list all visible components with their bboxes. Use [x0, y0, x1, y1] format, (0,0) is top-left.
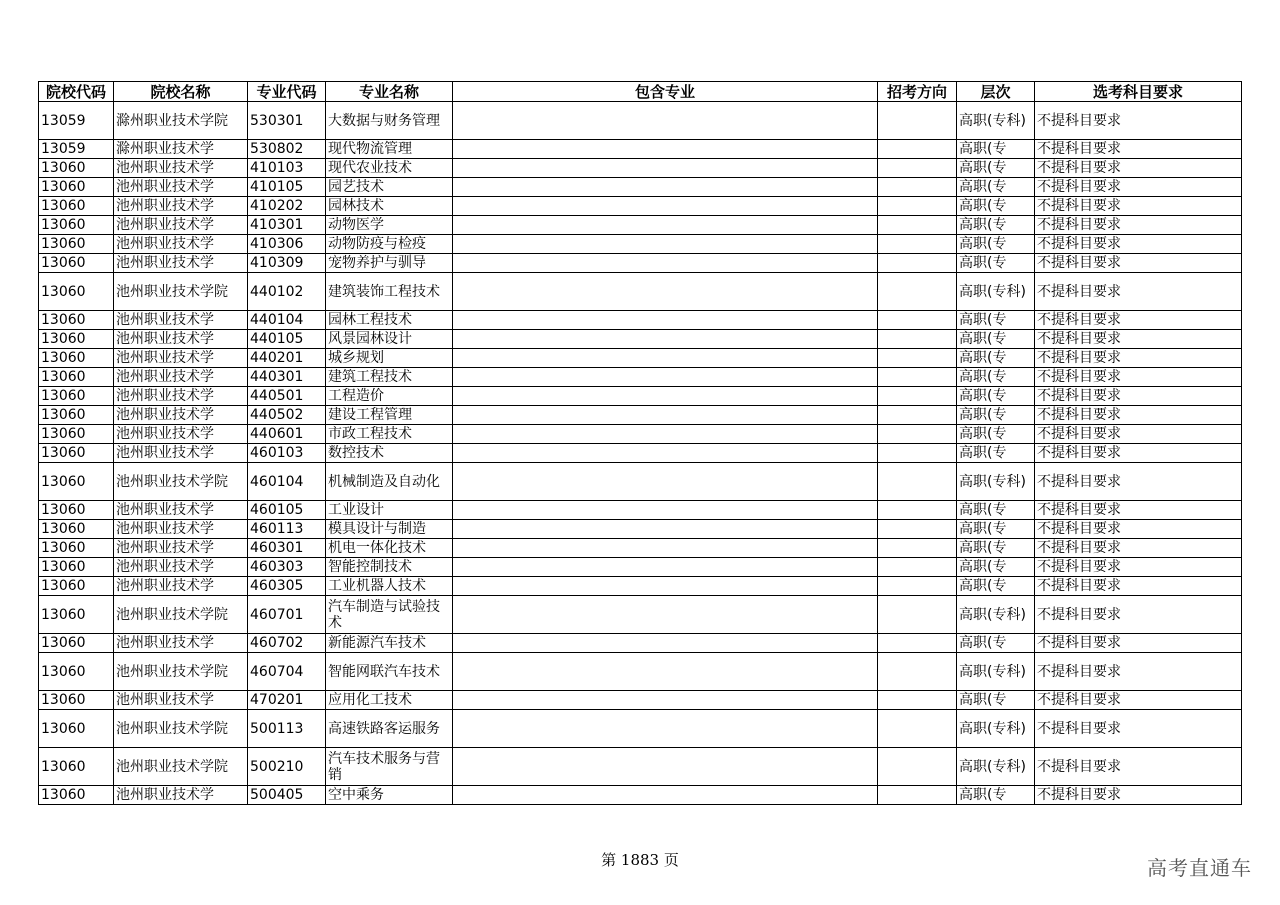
cell-major-name: 智能网联汽车技术 [326, 653, 453, 691]
cell-school-name: 池州职业技术学 [114, 197, 248, 216]
table-row [39, 311, 1242, 330]
cell-included-majors [453, 539, 878, 558]
cell-major-code: 530301 [248, 102, 326, 140]
table-row [39, 558, 1242, 577]
cell-school-name: 池州职业技术学 [114, 368, 248, 387]
cell-included-majors [453, 368, 878, 387]
cell-subject-req: 不提科目要求 [1035, 311, 1242, 330]
cell-level: 高职(专 [957, 349, 1035, 368]
cell-major-name: 汽车制造与试验技术 [326, 596, 453, 634]
cell-school-name: 池州职业技术学 [114, 178, 248, 197]
cell-level: 高职(专 [957, 786, 1035, 805]
cell-direction [878, 254, 957, 273]
cell-included-majors [453, 273, 878, 311]
cell-subject-req: 不提科目要求 [1035, 387, 1242, 406]
table-row [39, 653, 1242, 691]
cell-school-name: 池州职业技术学 [114, 406, 248, 425]
cell-direction [878, 387, 957, 406]
cell-school-code: 13060 [39, 159, 114, 178]
cell-major-code: 410105 [248, 178, 326, 197]
cell-subject-req: 不提科目要求 [1035, 463, 1242, 501]
cell-school-name: 池州职业技术学院 [114, 748, 248, 786]
cell-major-name: 现代农业技术 [326, 159, 453, 178]
table-row [39, 520, 1242, 539]
cell-subject-req: 不提科目要求 [1035, 235, 1242, 254]
cell-subject-req: 不提科目要求 [1035, 330, 1242, 349]
cell-included-majors [453, 330, 878, 349]
cell-subject-req: 不提科目要求 [1035, 273, 1242, 311]
cell-school-name: 池州职业技术学 [114, 425, 248, 444]
cell-major-code: 460704 [248, 653, 326, 691]
cell-school-name: 池州职业技术学 [114, 501, 248, 520]
cell-included-majors [453, 387, 878, 406]
cell-school-code: 13060 [39, 425, 114, 444]
table-row [39, 406, 1242, 425]
col-header-direction: 招考方向 [878, 82, 957, 102]
cell-level: 高职(专科) [957, 596, 1035, 634]
cell-subject-req: 不提科目要求 [1035, 558, 1242, 577]
cell-level: 高职(专科) [957, 102, 1035, 140]
cell-school-code: 13060 [39, 273, 114, 311]
cell-school-name: 池州职业技术学院 [114, 710, 248, 748]
cell-direction [878, 311, 957, 330]
cell-included-majors [453, 311, 878, 330]
cell-school-code: 13060 [39, 539, 114, 558]
cell-direction [878, 444, 957, 463]
cell-school-name: 池州职业技术学 [114, 577, 248, 596]
table-row [39, 368, 1242, 387]
col-header-level: 层次 [957, 82, 1035, 102]
cell-major-code: 500405 [248, 786, 326, 805]
table-row [39, 463, 1242, 501]
table-row [39, 596, 1242, 634]
cell-included-majors [453, 349, 878, 368]
cell-included-majors [453, 691, 878, 710]
cell-school-name: 池州职业技术学 [114, 539, 248, 558]
cell-school-code: 13060 [39, 520, 114, 539]
cell-level: 高职(专 [957, 159, 1035, 178]
cell-subject-req: 不提科目要求 [1035, 596, 1242, 634]
cell-major-code: 440104 [248, 311, 326, 330]
cell-included-majors [453, 254, 878, 273]
cell-major-code: 440102 [248, 273, 326, 311]
table-row [39, 159, 1242, 178]
cell-school-name: 池州职业技术学院 [114, 273, 248, 311]
cell-major-code: 440502 [248, 406, 326, 425]
cell-school-code: 13060 [39, 254, 114, 273]
col-header-school-code: 院校代码 [39, 82, 114, 102]
cell-subject-req: 不提科目要求 [1035, 406, 1242, 425]
cell-major-code: 460305 [248, 577, 326, 596]
cell-school-name: 池州职业技术学院 [114, 596, 248, 634]
cell-direction [878, 691, 957, 710]
cell-included-majors [453, 216, 878, 235]
table-row [39, 444, 1242, 463]
table-row [39, 197, 1242, 216]
cell-major-name: 建筑工程技术 [326, 368, 453, 387]
cell-included-majors [453, 140, 878, 159]
cell-school-name: 池州职业技术学 [114, 444, 248, 463]
cell-major-name: 建设工程管理 [326, 406, 453, 425]
cell-school-name: 池州职业技术学 [114, 311, 248, 330]
cell-school-code: 13060 [39, 387, 114, 406]
cell-school-name: 池州职业技术学 [114, 159, 248, 178]
table-row [39, 235, 1242, 254]
cell-level: 高职(专 [957, 197, 1035, 216]
cell-level: 高职(专 [957, 501, 1035, 520]
cell-direction [878, 634, 957, 653]
cell-school-code: 13060 [39, 501, 114, 520]
cell-major-name: 新能源汽车技术 [326, 634, 453, 653]
cell-level: 高职(专 [957, 216, 1035, 235]
cell-major-name: 园林工程技术 [326, 311, 453, 330]
cell-direction [878, 520, 957, 539]
cell-major-name: 应用化工技术 [326, 691, 453, 710]
cell-direction [878, 539, 957, 558]
cell-school-code: 13060 [39, 368, 114, 387]
cell-major-code: 410309 [248, 254, 326, 273]
cell-major-code: 410103 [248, 159, 326, 178]
cell-major-code: 500113 [248, 710, 326, 748]
cell-major-code: 460701 [248, 596, 326, 634]
cell-school-name: 池州职业技术学 [114, 520, 248, 539]
cell-subject-req: 不提科目要求 [1035, 786, 1242, 805]
col-header-major-name: 专业名称 [326, 82, 453, 102]
cell-school-code: 13060 [39, 653, 114, 691]
cell-school-code: 13059 [39, 140, 114, 159]
cell-direction [878, 653, 957, 691]
table-row [39, 273, 1242, 311]
cell-major-name: 园林技术 [326, 197, 453, 216]
cell-direction [878, 406, 957, 425]
cell-level: 高职(专 [957, 691, 1035, 710]
cell-included-majors [453, 463, 878, 501]
cell-major-code: 460301 [248, 539, 326, 558]
cell-subject-req: 不提科目要求 [1035, 254, 1242, 273]
cell-school-code: 13060 [39, 786, 114, 805]
cell-school-name: 池州职业技术学 [114, 387, 248, 406]
cell-school-code: 13060 [39, 349, 114, 368]
col-header-subject-req: 选考科目要求 [1035, 82, 1242, 102]
cell-level: 高职(专科) [957, 710, 1035, 748]
cell-school-name: 池州职业技术学 [114, 254, 248, 273]
cell-major-code: 470201 [248, 691, 326, 710]
cell-level: 高职(专 [957, 577, 1035, 596]
cell-major-code: 460113 [248, 520, 326, 539]
cell-major-code: 460103 [248, 444, 326, 463]
cell-level: 高职(专 [957, 558, 1035, 577]
cell-school-code: 13060 [39, 216, 114, 235]
cell-direction [878, 197, 957, 216]
cell-school-name: 池州职业技术学 [114, 634, 248, 653]
table-row [39, 216, 1242, 235]
cell-subject-req: 不提科目要求 [1035, 425, 1242, 444]
cell-direction [878, 178, 957, 197]
table-row [39, 349, 1242, 368]
cell-major-name: 工业设计 [326, 501, 453, 520]
cell-school-name: 池州职业技术学 [114, 558, 248, 577]
cell-direction [878, 558, 957, 577]
cell-level: 高职(专 [957, 634, 1035, 653]
cell-major-name: 动物医学 [326, 216, 453, 235]
cell-direction [878, 710, 957, 748]
cell-school-name: 池州职业技术学 [114, 349, 248, 368]
table-row [39, 387, 1242, 406]
cell-major-name: 风景园林设计 [326, 330, 453, 349]
table-row [39, 786, 1242, 805]
cell-level: 高职(专 [957, 539, 1035, 558]
cell-subject-req: 不提科目要求 [1035, 653, 1242, 691]
cell-included-majors [453, 197, 878, 216]
cell-major-code: 440301 [248, 368, 326, 387]
cell-subject-req: 不提科目要求 [1035, 691, 1242, 710]
cell-school-code: 13060 [39, 197, 114, 216]
cell-major-name: 汽车技术服务与营销 [326, 748, 453, 786]
cell-school-code: 13060 [39, 330, 114, 349]
col-header-included-majors: 包含专业 [453, 82, 878, 102]
col-header-school-name: 院校名称 [114, 82, 248, 102]
cell-direction [878, 159, 957, 178]
cell-direction [878, 273, 957, 311]
table-row [39, 634, 1242, 653]
cell-school-code: 13060 [39, 634, 114, 653]
table-row [39, 425, 1242, 444]
cell-direction [878, 463, 957, 501]
cell-subject-req: 不提科目要求 [1035, 197, 1242, 216]
cell-major-code: 440601 [248, 425, 326, 444]
cell-included-majors [453, 634, 878, 653]
cell-level: 高职(专 [957, 330, 1035, 349]
cell-direction [878, 748, 957, 786]
cell-subject-req: 不提科目要求 [1035, 501, 1242, 520]
cell-school-code: 13060 [39, 748, 114, 786]
table-row [39, 102, 1242, 140]
cell-level: 高职(专 [957, 444, 1035, 463]
table-row [39, 748, 1242, 786]
page-number: 第 1883 页 [601, 851, 679, 869]
cell-school-name: 滁州职业技术学院 [114, 102, 248, 140]
table-row [39, 577, 1242, 596]
table-row [39, 330, 1242, 349]
table-row [39, 539, 1242, 558]
cell-major-code: 440501 [248, 387, 326, 406]
cell-major-name: 工程造价 [326, 387, 453, 406]
cell-major-name: 智能控制技术 [326, 558, 453, 577]
cell-school-name: 池州职业技术学院 [114, 653, 248, 691]
cell-major-name: 模具设计与制造 [326, 520, 453, 539]
cell-major-name: 动物防疫与检疫 [326, 235, 453, 254]
table-row [39, 710, 1242, 748]
cell-level: 高职(专 [957, 406, 1035, 425]
cell-included-majors [453, 710, 878, 748]
cell-included-majors [453, 444, 878, 463]
cell-school-name: 滁州职业技术学 [114, 140, 248, 159]
cell-included-majors [453, 786, 878, 805]
cell-school-code: 13060 [39, 710, 114, 748]
cell-included-majors [453, 178, 878, 197]
cell-major-name: 城乡规划 [326, 349, 453, 368]
cell-subject-req: 不提科目要求 [1035, 140, 1242, 159]
cell-included-majors [453, 102, 878, 140]
cell-direction [878, 596, 957, 634]
cell-subject-req: 不提科目要求 [1035, 748, 1242, 786]
header-row [39, 82, 1242, 102]
cell-school-name: 池州职业技术学 [114, 235, 248, 254]
cell-major-code: 460702 [248, 634, 326, 653]
cell-major-name: 工业机器人技术 [326, 577, 453, 596]
cell-major-code: 460105 [248, 501, 326, 520]
cell-major-code: 530802 [248, 140, 326, 159]
cell-direction [878, 330, 957, 349]
watermark-logo: 高考直通车 [1147, 856, 1252, 880]
cell-school-code: 13060 [39, 235, 114, 254]
cell-major-name: 数控技术 [326, 444, 453, 463]
cell-major-name: 园艺技术 [326, 178, 453, 197]
cell-included-majors [453, 235, 878, 254]
cell-major-code: 460104 [248, 463, 326, 501]
cell-level: 高职(专 [957, 368, 1035, 387]
cell-subject-req: 不提科目要求 [1035, 710, 1242, 748]
cell-school-code: 13060 [39, 691, 114, 710]
cell-subject-req: 不提科目要求 [1035, 444, 1242, 463]
cell-school-name: 池州职业技术学 [114, 216, 248, 235]
cell-major-name: 机械制造及自动化 [326, 463, 453, 501]
cell-major-code: 410306 [248, 235, 326, 254]
cell-included-majors [453, 406, 878, 425]
cell-major-name: 建筑装饰工程技术 [326, 273, 453, 311]
cell-subject-req: 不提科目要求 [1035, 368, 1242, 387]
cell-subject-req: 不提科目要求 [1035, 349, 1242, 368]
cell-direction [878, 577, 957, 596]
cell-level: 高职(专 [957, 387, 1035, 406]
cell-included-majors [453, 425, 878, 444]
cell-major-code: 460303 [248, 558, 326, 577]
admission-table [38, 81, 1242, 805]
cell-major-code: 410301 [248, 216, 326, 235]
cell-major-code: 410202 [248, 197, 326, 216]
cell-direction [878, 140, 957, 159]
cell-subject-req: 不提科目要求 [1035, 634, 1242, 653]
cell-subject-req: 不提科目要求 [1035, 520, 1242, 539]
cell-included-majors [453, 520, 878, 539]
cell-included-majors [453, 596, 878, 634]
cell-direction [878, 349, 957, 368]
cell-subject-req: 不提科目要求 [1035, 216, 1242, 235]
table-row [39, 178, 1242, 197]
table-row [39, 501, 1242, 520]
cell-school-name: 池州职业技术学 [114, 786, 248, 805]
cell-school-code: 13060 [39, 577, 114, 596]
cell-direction [878, 786, 957, 805]
cell-level: 高职(专科) [957, 463, 1035, 501]
cell-school-code: 13060 [39, 596, 114, 634]
cell-school-code: 13059 [39, 102, 114, 140]
cell-subject-req: 不提科目要求 [1035, 102, 1242, 140]
cell-school-name: 池州职业技术学院 [114, 463, 248, 501]
cell-school-code: 13060 [39, 444, 114, 463]
cell-included-majors [453, 501, 878, 520]
cell-level: 高职(专 [957, 235, 1035, 254]
cell-level: 高职(专 [957, 178, 1035, 197]
cell-direction [878, 425, 957, 444]
cell-included-majors [453, 558, 878, 577]
cell-included-majors [453, 748, 878, 786]
cell-major-name: 机电一体化技术 [326, 539, 453, 558]
cell-school-name: 池州职业技术学 [114, 330, 248, 349]
cell-school-code: 13060 [39, 311, 114, 330]
cell-level: 高职(专科) [957, 273, 1035, 311]
cell-direction [878, 235, 957, 254]
cell-subject-req: 不提科目要求 [1035, 539, 1242, 558]
cell-school-code: 13060 [39, 406, 114, 425]
table-row [39, 254, 1242, 273]
cell-direction [878, 216, 957, 235]
col-header-major-code: 专业代码 [248, 82, 326, 102]
cell-major-name: 市政工程技术 [326, 425, 453, 444]
cell-major-name: 高速铁路客运服务 [326, 710, 453, 748]
cell-major-name: 宠物养护与驯导 [326, 254, 453, 273]
cell-direction [878, 501, 957, 520]
cell-major-code: 440105 [248, 330, 326, 349]
cell-level: 高职(专科) [957, 653, 1035, 691]
cell-level: 高职(专 [957, 425, 1035, 444]
cell-included-majors [453, 159, 878, 178]
cell-included-majors [453, 653, 878, 691]
table-row [39, 691, 1242, 710]
cell-major-code: 440201 [248, 349, 326, 368]
cell-major-name: 现代物流管理 [326, 140, 453, 159]
cell-major-code: 500210 [248, 748, 326, 786]
cell-level: 高职(专科) [957, 748, 1035, 786]
cell-major-name: 大数据与财务管理 [326, 102, 453, 140]
cell-level: 高职(专 [957, 254, 1035, 273]
cell-level: 高职(专 [957, 520, 1035, 539]
cell-major-name: 空中乘务 [326, 786, 453, 805]
cell-direction [878, 368, 957, 387]
cell-subject-req: 不提科目要求 [1035, 178, 1242, 197]
cell-level: 高职(专 [957, 311, 1035, 330]
cell-school-code: 13060 [39, 558, 114, 577]
cell-level: 高职(专 [957, 140, 1035, 159]
cell-school-code: 13060 [39, 178, 114, 197]
cell-direction [878, 102, 957, 140]
cell-school-name: 池州职业技术学 [114, 691, 248, 710]
cell-subject-req: 不提科目要求 [1035, 159, 1242, 178]
table-row [39, 140, 1242, 159]
cell-included-majors [453, 577, 878, 596]
cell-school-code: 13060 [39, 463, 114, 501]
cell-subject-req: 不提科目要求 [1035, 577, 1242, 596]
